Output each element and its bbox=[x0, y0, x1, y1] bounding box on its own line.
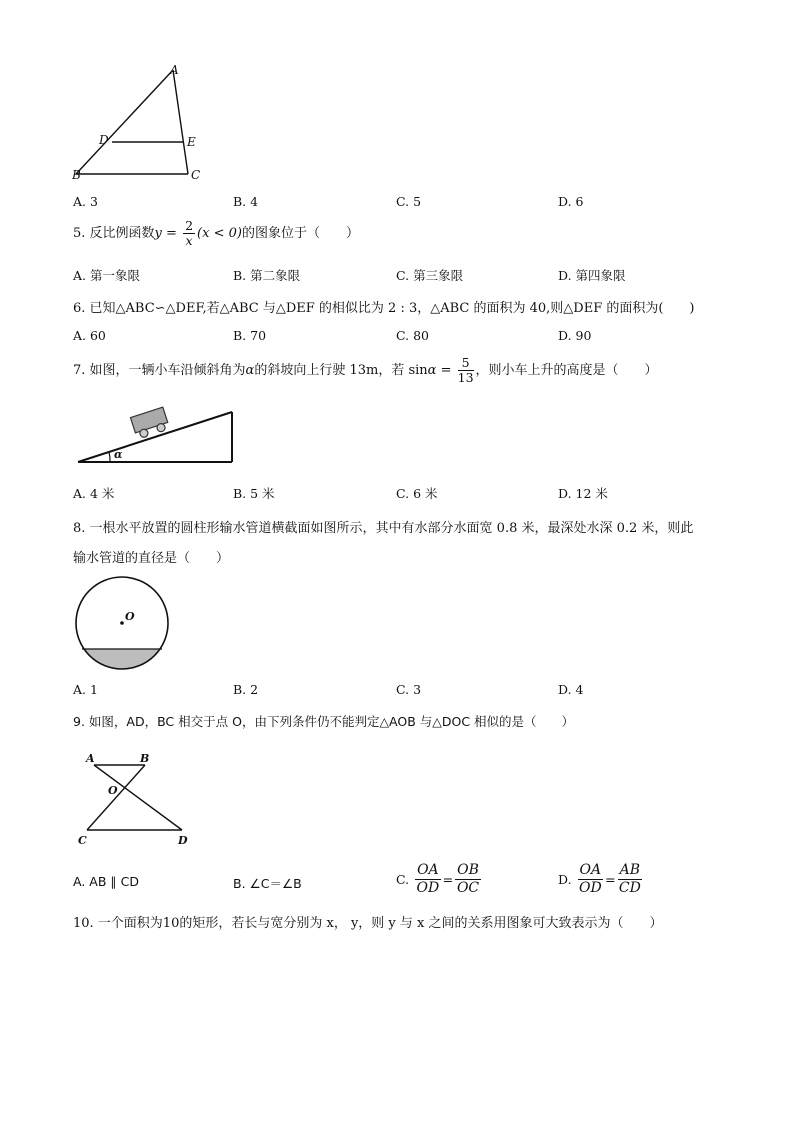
q9-option-d[interactable] bbox=[558, 862, 644, 897]
q7-denominator: 13 bbox=[457, 370, 474, 385]
q5-stem bbox=[73, 219, 359, 248]
q9-c-den-2: OC bbox=[456, 880, 480, 896]
q5-eq: = bbox=[161, 226, 182, 241]
q7-option-a[interactable]: A. 4 米 bbox=[73, 486, 115, 501]
q8-option-c[interactable]: C. 3 bbox=[396, 682, 422, 697]
q4-option-c[interactable]: C. 5 bbox=[396, 194, 422, 209]
point-a-label: A bbox=[86, 752, 95, 765]
q9-c-fraction-2 bbox=[455, 862, 481, 897]
q7-mid: 的斜坡向上行驶 13m，若 sin bbox=[254, 363, 428, 378]
q9-d-num-2: AB bbox=[619, 862, 641, 878]
vertex-b-label: B bbox=[72, 168, 81, 182]
q8-option-b[interactable]: B. 2 bbox=[233, 682, 259, 697]
triangle-figure bbox=[66, 58, 216, 188]
q9-option-d-label: D. bbox=[558, 872, 572, 887]
q9-d-num-1: OA bbox=[579, 862, 602, 878]
q10-stem: 10. 一个面积为10的矩形，若长与宽分别为 x， y，则 y 与 x 之间的关系用图象可大致表示为（ ） bbox=[73, 916, 663, 931]
q9-c-eq: = bbox=[442, 872, 454, 887]
q9-d-eq: = bbox=[605, 872, 616, 887]
q9-c-num-1: OA bbox=[417, 862, 439, 878]
crossing-lines-figure bbox=[72, 748, 202, 850]
q7-fraction bbox=[458, 356, 474, 385]
q7-alpha-2: α bbox=[427, 363, 437, 378]
q9-d-fraction-2 bbox=[618, 862, 642, 897]
vertex-c-label: C bbox=[191, 168, 201, 182]
q7-option-d[interactable]: D. 12 米 bbox=[558, 486, 608, 501]
q7-option-c[interactable]: C. 6 米 bbox=[396, 486, 438, 501]
pipe-center-label: O bbox=[125, 610, 135, 623]
vertex-d-label: D bbox=[99, 133, 109, 147]
q4-option-d[interactable]: D. 6 bbox=[558, 194, 584, 209]
q7-suffix: ，则小车上升的高度是（ ） bbox=[475, 363, 658, 378]
q9-stem: 9. 如图，AD，BC 相交于点 O，由下列条件仍不能判定△AOB 与△DOC 相似的是（ ） bbox=[73, 714, 575, 729]
q6-option-c[interactable]: C. 80 bbox=[396, 328, 429, 343]
q9-c-fraction-1 bbox=[415, 862, 441, 897]
q7-stem bbox=[73, 356, 658, 385]
q5-condition: (x < 0) bbox=[197, 226, 242, 241]
q9-option-a[interactable]: A. AB ∥ CD bbox=[73, 874, 139, 889]
q6-option-d[interactable]: D. 90 bbox=[558, 328, 592, 343]
q9-c-num-2: OB bbox=[457, 862, 479, 878]
q9-option-c-label: C. bbox=[396, 872, 410, 887]
point-o-label: O bbox=[108, 784, 118, 797]
q9-d-fraction-1 bbox=[578, 862, 604, 897]
q8-option-d[interactable]: D. 4 bbox=[558, 682, 584, 697]
q5-option-a[interactable]: A. 第一象限 bbox=[73, 268, 140, 283]
q5-option-d[interactable]: D. 第四象限 bbox=[558, 268, 626, 283]
q6-option-a[interactable]: A. 60 bbox=[73, 328, 106, 343]
vertex-e-label: E bbox=[187, 135, 196, 149]
q5-fraction bbox=[183, 219, 195, 248]
point-d-label: D bbox=[178, 834, 188, 847]
q5-option-b[interactable]: B. 第二象限 bbox=[233, 268, 301, 283]
q7-option-b[interactable]: B. 5 米 bbox=[233, 486, 275, 501]
q9-option-b[interactable]: B. ∠C＝∠B bbox=[233, 876, 302, 891]
q6-option-b[interactable]: B. 70 bbox=[233, 328, 267, 343]
q9-option-c[interactable] bbox=[396, 862, 483, 897]
pipe-figure bbox=[72, 575, 174, 675]
q7-prefix: 7. 如图，一辆小车沿倾斜角为 bbox=[73, 363, 246, 378]
q9-d-den-1: OD bbox=[578, 880, 602, 896]
point-c-label: C bbox=[78, 834, 87, 847]
q7-numerator: 5 bbox=[458, 356, 474, 371]
point-b-label: B bbox=[140, 752, 150, 765]
q5-prefix: 5. 反比例函数 bbox=[73, 226, 155, 241]
q4-option-a[interactable]: A. 3 bbox=[73, 194, 98, 209]
q5-y: y bbox=[154, 226, 162, 241]
q6-stem: 6. 已知△ABC∽△DEF,若△ABC 与△DEF 的相似比为 2 : 3，△ABC 的面积为 40,则△DEF 的面积为( ) bbox=[73, 301, 695, 316]
slope-alpha-label: α bbox=[114, 448, 123, 461]
q8-stem-line1: 8. 一根水平放置的圆柱形输水管道横截面如图所示，其中有水部分水面宽 0.8 米，最深处水深 0.2 米，则此 bbox=[73, 521, 694, 536]
q9-c-den-1: OD bbox=[416, 880, 440, 896]
q5-suffix: 的图象位于（ ） bbox=[241, 226, 359, 241]
slope-figure bbox=[72, 398, 242, 468]
q5-option-c[interactable]: C. 第三象限 bbox=[396, 268, 464, 283]
q4-option-b[interactable]: B. 4 bbox=[233, 194, 259, 209]
q7-eq: = bbox=[436, 363, 456, 378]
q5-denominator: x bbox=[185, 233, 193, 248]
vertex-a-label: A bbox=[170, 63, 179, 77]
q9-d-den-2: CD bbox=[618, 880, 641, 896]
q8-option-a[interactable]: A. 1 bbox=[73, 682, 98, 697]
q8-stem-line2: 输水管道的直径是（ ） bbox=[73, 551, 230, 566]
q5-numerator: 2 bbox=[185, 218, 194, 233]
q7-alpha: α bbox=[245, 363, 255, 378]
